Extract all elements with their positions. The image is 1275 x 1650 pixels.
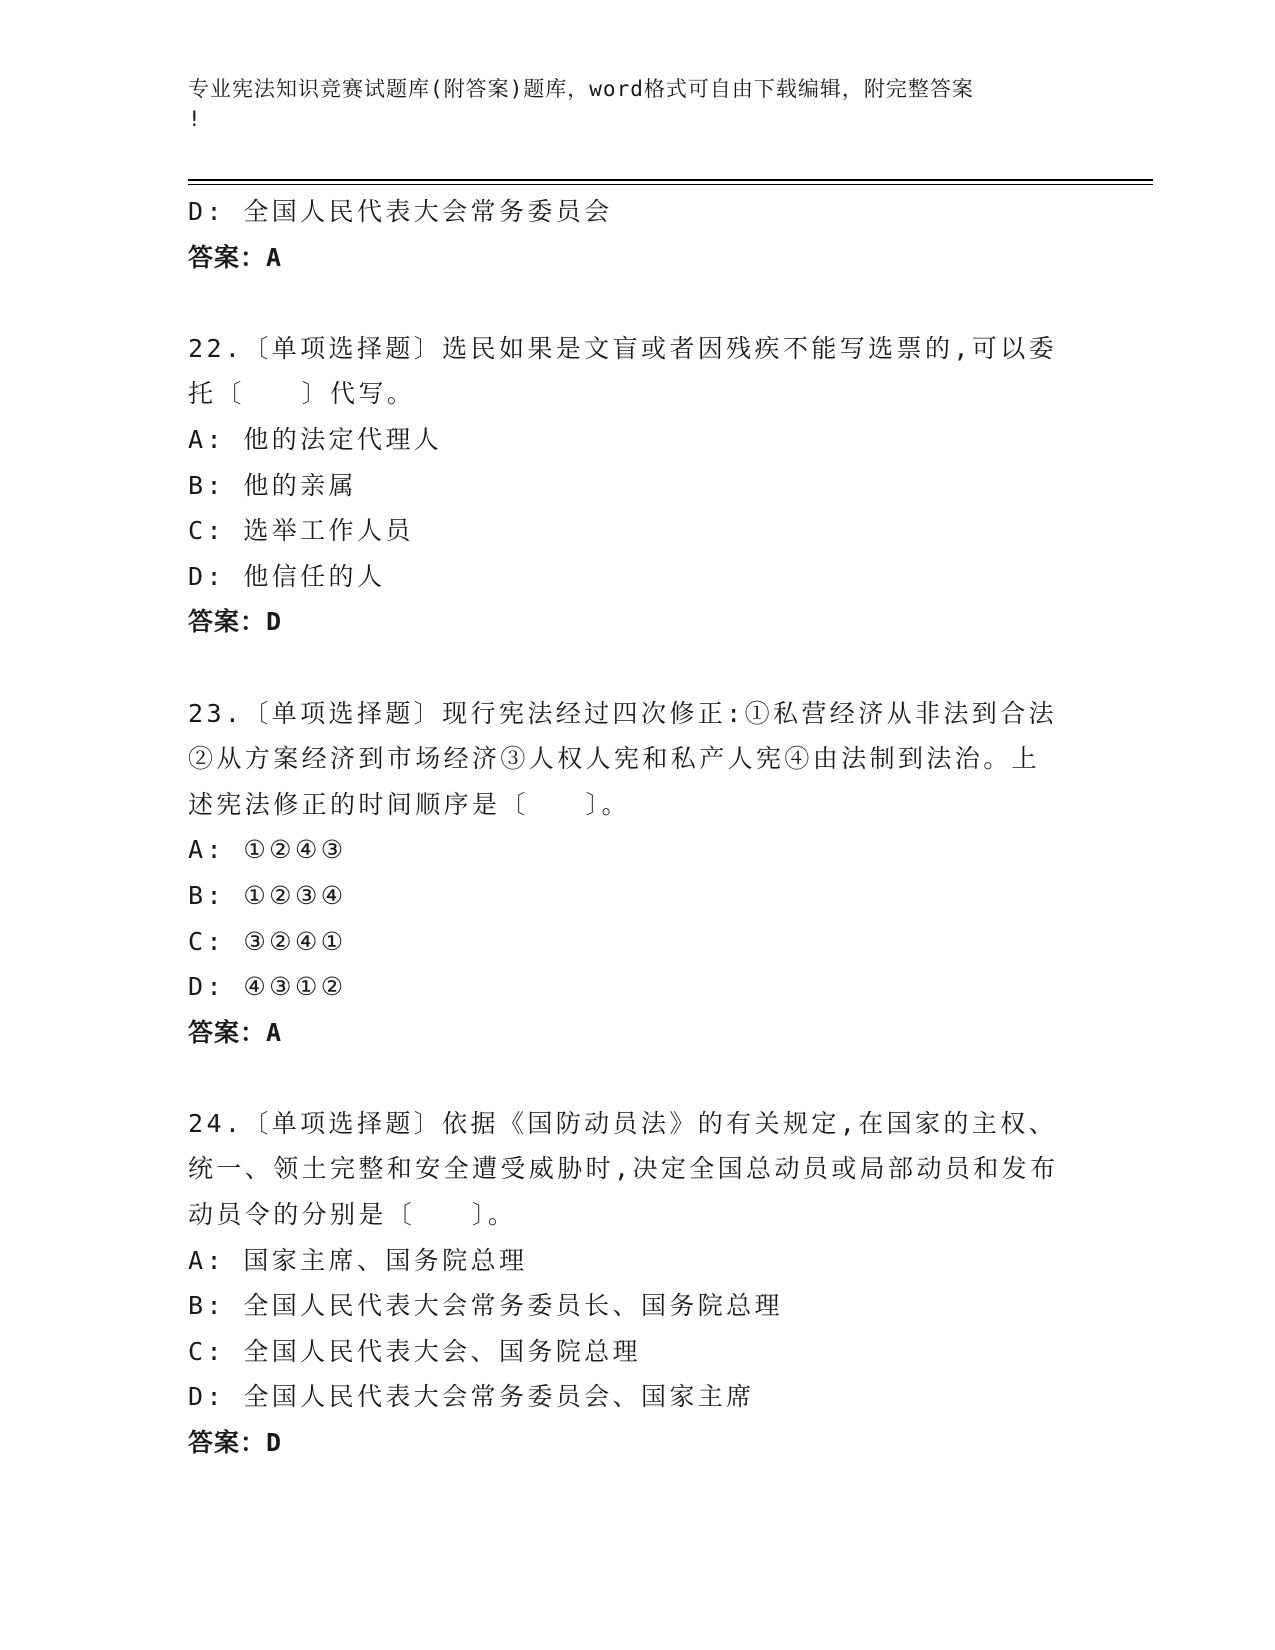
option-b: B: 他的亲属	[188, 470, 357, 500]
question-stem: 22.〔单项选择题〕选民如果是文盲或者因残疾不能写选票的,可以委	[188, 333, 1058, 363]
answer-line: 答案：D	[188, 607, 283, 637]
answer-line: 答案：A	[188, 242, 283, 272]
option-b: B: 全国人民代表大会常务委员长、国务院总理	[188, 1291, 783, 1321]
option-c: C: 选举工作人员	[188, 516, 414, 546]
spacer	[188, 1055, 1088, 1101]
page-header	[188, 74, 1068, 134]
question-24	[188, 1101, 1088, 1466]
question-stem: 23.〔单项选择题〕现行宪法经过四次修正:①私营经济从非法到合法	[188, 698, 1058, 728]
option-a: A: 他的法定代理人	[188, 424, 443, 454]
option-d: D: ④③①②	[188, 972, 347, 1002]
option-d: D: 全国人民代表大会常务委员会、国家主席	[188, 1382, 755, 1412]
header-divider-thick	[188, 179, 1153, 181]
option-d: D: 他信任的人	[188, 561, 386, 591]
question-21-tail	[188, 189, 1088, 280]
spacer	[188, 280, 1088, 326]
option-a: A: ①②④③	[188, 835, 347, 865]
header-title-continuation: !	[188, 107, 202, 131]
option-a: A: 国家主席、国务院总理	[188, 1245, 528, 1275]
option-b: B: ①②③④	[188, 880, 347, 910]
question-stem: 24.〔单项选择题〕依据《国防动员法》的有关规定,在国家的主权、	[188, 1108, 1058, 1138]
header-title: 专业宪法知识竞赛试题库(附答案)题库，word格式可自由下载编辑，附完整答案	[188, 77, 974, 101]
question-list	[188, 189, 1088, 1466]
question-stem-continued: 动员令的分别是〔 〕。	[188, 1200, 517, 1230]
question-23	[188, 691, 1088, 1056]
question-stem-continued: 述宪法修正的时间顺序是〔 〕。	[188, 789, 630, 819]
question-stem-continued: 托〔 〕代写。	[188, 379, 416, 409]
header-divider-thin	[188, 184, 1153, 185]
option-d: D: 全国人民代表大会常务委员会	[188, 197, 613, 226]
question-stem-continued: ②从方案经济到市场经济③人权人宪和私产人宪④由法制到法治。上	[188, 744, 1041, 774]
option-c: C: 全国人民代表大会、国务院总理	[188, 1336, 641, 1366]
option-c: C: ③②④①	[188, 926, 347, 956]
spacer	[188, 645, 1088, 691]
answer-line: 答案：D	[188, 1428, 283, 1458]
question-22	[188, 326, 1088, 645]
question-stem-continued: 统一、领土完整和安全遭受威胁时,决定全国总动员或局部动员和发布	[188, 1154, 1059, 1184]
answer-line: 答案：A	[188, 1017, 283, 1047]
